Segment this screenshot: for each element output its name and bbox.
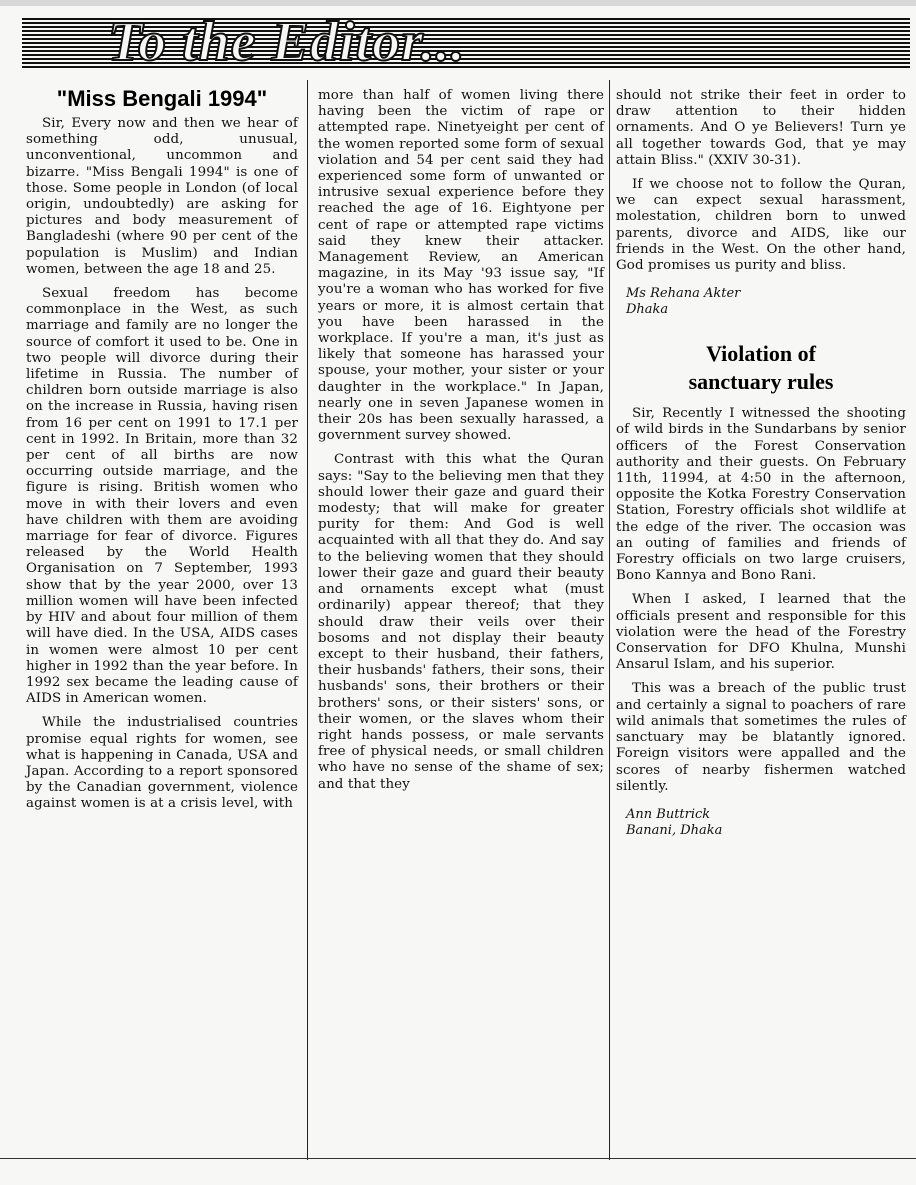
signature-name: Ann Buttrick (626, 806, 711, 822)
bottom-rule (0, 1158, 916, 1159)
letter1-paragraph: more than half of women living there having been the victim of rape or attempted rape. Ninetyeight per cent of the women reported some form of sexual violation and 54 per cent said they had experienced some form of unwanted or intrusive sexual experience before they reached the age of 16. Eightyone per cent of rape or attempted rape victims said they knew their attacker. Management Review, an American magazine, in its May '93 issue say, "If you're a woman who has worked for five years or more, it is almost certain that you have been harassed in the workplace. If you're a man, it's just as likely that someone has harassed your spouse, your mother, your sister or your daughter in the workplace." In Japan, nearly one in seven Japanese women in their 20s has been sexually harassed, a government survey showed. (318, 88, 604, 444)
letter1-paragraph: Sexual freedom has become commonplace in the West, as such marriage and family are no longer the source of comfort it used to be. One in two people will divorce during their lifetime in Russia. The number of children born outside marriage is also on the increase in Russia, having risen from 16 per cent on 1991 to 17.1 per cent in 1992. In Britain, more than 32 per cent of all births are now occurring outside marriage, and the figure is rising. British women who move in with their lovers and even have children with them are avoiding marriage for fear of divorce. Figures released by the World Health Organisation on 7 September, 1993 show that by the year 2000, over 13 million women will have been infected by HIV and about four million of them will have died. In the USA, AIDS cases in women were almost 10 per cent higher in 1992 than the year before. In 1992 sex became the leading cause of AIDS in American women. (26, 286, 298, 707)
signature-name: Ms Rehana Akter (626, 286, 741, 302)
letter2-paragraph: When I asked, I learned that the officials present and responsible for this violation were the head of the Forestry Conservation for DFO Khulna, Munshi Ansarul Islam, and his superior. (616, 592, 906, 673)
letter1-signature (626, 286, 906, 318)
signature-place: Dhaka (626, 302, 669, 318)
letter2-headline-line2: sanctuary rules (688, 369, 834, 395)
section-banner (22, 11, 910, 73)
section-title: To the Editor... (108, 11, 466, 73)
column-divider (609, 80, 610, 1160)
column-divider (307, 80, 308, 1160)
signature-place: Banani, Dhaka (626, 822, 723, 838)
letter2-headline-line1: Violation of (706, 341, 816, 367)
top-rule (0, 0, 916, 6)
letter2-paragraph: Sir, Recently I witnessed the shooting of wild birds in the Sundarbans by senior officers of the Forest Conservation authority and their guests. On February 11th, 11994, at 4:50 in the afternoon, opposite the Kotka Forestry Conservation Station, Forestry officials shot wildlife at the edge of the river. The occasion was an outing of families and friends of Forestry officials on two large cruisers, Bono Kannya and Bono Rani. (616, 406, 906, 584)
letter2-headline (616, 340, 906, 396)
letter1-paragraph: If we choose not to follow the Quran, we can expect sexual harassment, molestation, children born to unwed parents, divorce and AIDS, like our friends in the West. On the other hand, God promises us purity and bliss. (616, 177, 906, 274)
letter1-paragraph: Sir, Every now and then we hear of something odd, unusual, unconventional, uncommon and bizarre. "Miss Bengali 1994" is one of those. Some people in London (of local origin, undoubtedly) are asking for pictures and body measurement of Bangladeshi (where 90 per cent of the population is Muslim) and Indian women, between the age 18 and 25. (26, 116, 298, 277)
column-3 (616, 88, 906, 839)
column-2 (318, 88, 604, 793)
column-1 (26, 80, 298, 813)
letter1-paragraph: While the industrialised countries promise equal rights for women, see what is happening in Canada, USA and Japan. According to a report sponsored by the Canadian government, violence against women is at a crisis level, with (26, 715, 298, 812)
letter2-signature (626, 807, 906, 839)
letter1-paragraph: should not strike their feet in order to draw attention to their hidden ornaments. And O ye Believers! Turn ye all together towards God, that ye may attain Bliss." (XXIV 30-31). (616, 88, 906, 168)
letter1-paragraph: Contrast with this what the Quran says: "Say to the believing men that they should lower their gaze and guard their modesty; that will make for greater purity for them: And God is well acquainted with all that they do. And say to the believing women that they should lower their gaze and guard their beauty and ornaments except what (must ordinarily) appear thereof; that they should draw their veils over their bosoms and not display their beauty except to their husband, their fathers, their husbands' fathers, their sons, their husbands' sons, their brothers or their brothers' sons, or their sisters' sons, or their women, or the slaves whom their right hands possess, or male servants free of physical needs, or small children who have no sense of the shame of sex; and that they (318, 452, 604, 792)
letter1-headline: "Miss Bengali 1994" (56, 86, 268, 111)
letter2-paragraph: This was a breach of the public trust and certainly a signal to poachers of rare wild animals that sometimes the rules of sanctuary may be blatantly ignored. Foreign visitors were appalled and the scores of nearby fishermen watched silently. (616, 681, 906, 794)
